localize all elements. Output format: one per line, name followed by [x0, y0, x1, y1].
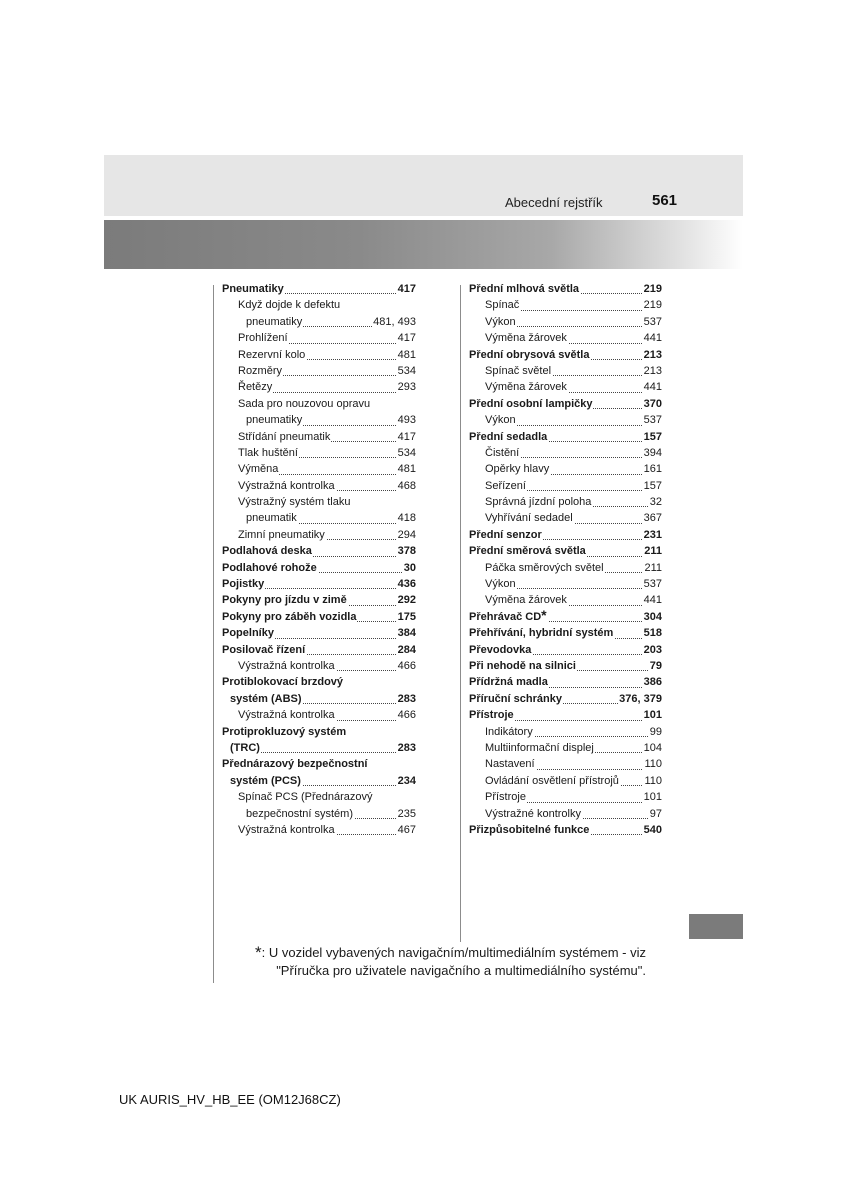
index-entry — [238, 822, 416, 838]
index-term: Výměna — [238, 461, 279, 477]
index-entry — [238, 658, 416, 674]
page-reference: 203 — [643, 642, 662, 658]
index-entry — [238, 379, 416, 395]
index-entry — [469, 625, 662, 641]
page-reference: 534 — [397, 445, 416, 461]
index-entry — [469, 674, 662, 690]
page-reference: 32 — [649, 494, 662, 510]
header-bar — [104, 155, 743, 216]
header-gradient-band — [104, 220, 743, 269]
index-term: Přehrávač CD* — [469, 609, 548, 625]
index-term: pneumatiky — [246, 314, 303, 330]
index-term: Výkon — [485, 314, 517, 330]
index-term: Přední směrová světla — [469, 543, 587, 559]
index-entry — [238, 707, 416, 723]
index-term: pneumatik — [246, 510, 298, 526]
index-entry — [238, 347, 416, 363]
index-term: Páčka směrových světel — [485, 560, 605, 576]
page-reference: 219 — [643, 281, 662, 297]
page-reference: 79 — [649, 658, 662, 674]
index-entry — [469, 527, 662, 543]
index-term: Pneumatiky — [222, 281, 285, 297]
index-entry — [485, 724, 662, 740]
index-entry — [485, 560, 662, 576]
page-reference: 30 — [403, 560, 416, 576]
footnote-line-1: : U vozidel vybavených navigačním/multimediálním systémem - viz — [261, 945, 646, 960]
index-entry — [222, 576, 416, 592]
index-entry — [485, 330, 662, 346]
page-reference: 493 — [397, 412, 416, 428]
index-term: Pojistky — [222, 576, 265, 592]
index-term: Přístroje — [485, 789, 527, 805]
index-entry — [230, 740, 416, 756]
index-term: Výměna žárovek — [485, 379, 568, 395]
page-reference: 384 — [397, 625, 416, 641]
index-entry — [230, 773, 416, 789]
index-term: Výkon — [485, 576, 517, 592]
index-entry — [222, 281, 416, 297]
index-term: Protiprokluzový systém — [222, 724, 347, 740]
page-reference: 101 — [643, 707, 662, 723]
footnote — [255, 944, 646, 980]
index-term: Řetězy — [238, 379, 273, 395]
chapter-tab — [689, 914, 743, 939]
index-entry — [485, 740, 662, 756]
page-reference: 537 — [643, 576, 662, 592]
page-reference: 394 — [643, 445, 662, 461]
index-entry — [246, 412, 416, 428]
index-term: Přední osobní lampičky — [469, 396, 593, 412]
index-entry — [485, 592, 662, 608]
index-entry — [238, 297, 416, 313]
page-reference: 110 — [643, 773, 662, 789]
index-term: Převodovka — [469, 642, 532, 658]
index-term: Přístroje — [469, 707, 515, 723]
page-reference: 540 — [643, 822, 662, 838]
index-entry — [238, 429, 416, 445]
index-entry — [485, 494, 662, 510]
footnote-marker: * — [541, 606, 547, 623]
index-term: Seřízení — [485, 478, 527, 494]
page-reference: 293 — [397, 379, 416, 395]
page-reference: 466 — [397, 707, 416, 723]
index-term: Ovládání osvětlení přístrojů — [485, 773, 620, 789]
section-title: Abecední rejstřík — [505, 195, 603, 210]
index-term: Protiblokovací brzdový — [222, 674, 344, 690]
index-term: Rozměry — [238, 363, 283, 379]
page-reference: 481, 493 — [372, 314, 416, 330]
document-code: UK AURIS_HV_HB_EE (OM12J68CZ) — [119, 1092, 341, 1107]
index-entry — [222, 625, 416, 641]
middle-column-rule — [460, 285, 461, 942]
index-entry — [222, 592, 416, 608]
index-term: Střídání pneumatik — [238, 429, 331, 445]
page-reference: 370 — [643, 396, 662, 412]
page-reference: 436 — [397, 576, 416, 592]
index-term: Přední sedadla — [469, 429, 548, 445]
index-entry — [222, 560, 416, 576]
index-entry — [485, 789, 662, 805]
index-entry — [222, 642, 416, 658]
page-reference: 234 — [397, 773, 416, 789]
page-reference: 441 — [643, 330, 662, 346]
index-entry — [469, 658, 662, 674]
index-term: Rezervní kolo — [238, 347, 306, 363]
index-entry — [469, 281, 662, 297]
page-reference: 466 — [397, 658, 416, 674]
page-reference: 468 — [397, 478, 416, 494]
page-reference: 534 — [397, 363, 416, 379]
index-entry — [485, 314, 662, 330]
index-entry — [485, 478, 662, 494]
index-entry — [238, 527, 416, 543]
page-reference: 376, 379 — [618, 691, 662, 707]
index-term: Multiinformační displej — [485, 740, 595, 756]
index-entry — [222, 756, 416, 772]
index-term: Zimní pneumatiky — [238, 527, 326, 543]
index-term: Výstražná kontrolka — [238, 658, 336, 674]
page-reference: 441 — [643, 592, 662, 608]
index-term: Posilovač řízení — [222, 642, 306, 658]
index-term: Indikátory — [485, 724, 534, 740]
index-entry — [222, 543, 416, 559]
index-term: Podlahové rohože — [222, 560, 318, 576]
index-term: bezpečnostní systém) — [246, 806, 354, 822]
page-reference: 537 — [643, 314, 662, 330]
index-term: Vyhřívání sedadel — [485, 510, 574, 526]
footnote-asterisk: * — [255, 943, 262, 962]
page-reference: 235 — [397, 806, 416, 822]
index-term: Přídržná madla — [469, 674, 549, 690]
index-term: (TRC) — [230, 740, 261, 756]
index-term: Spínač PCS (Přednárazový — [238, 789, 374, 805]
index-entry — [485, 756, 662, 772]
page-reference: 441 — [643, 379, 662, 395]
index-entry — [238, 330, 416, 346]
page-reference: 211 — [643, 560, 662, 576]
index-term: Přednárazový bezpečnostní — [222, 756, 369, 772]
index-entry — [238, 396, 416, 412]
index-term: Přední mlhová světla — [469, 281, 580, 297]
left-column-rule — [213, 285, 214, 983]
page-reference: 161 — [643, 461, 662, 477]
index-term: Výměna žárovek — [485, 592, 568, 608]
index-entry — [469, 543, 662, 559]
page-reference: 213 — [643, 363, 662, 379]
index-term: Pokyny pro záběh vozidla — [222, 609, 357, 625]
index-term: Popelníky — [222, 625, 275, 641]
index-entry — [469, 691, 662, 707]
index-column-left — [222, 281, 416, 838]
index-term: Při nehodě na silnici — [469, 658, 577, 674]
index-term: Sada pro nouzovou opravu — [238, 396, 371, 412]
index-term: Přední obrysová světla — [469, 347, 590, 363]
index-entry — [485, 363, 662, 379]
index-term: Přizpůsobitelné funkce — [469, 822, 590, 838]
index-term: Přední senzor — [469, 527, 543, 543]
page-reference: 110 — [643, 756, 662, 772]
index-entry — [246, 806, 416, 822]
index-term: Správná jízdní poloha — [485, 494, 592, 510]
index-entry — [238, 363, 416, 379]
index-term: Prohlížení — [238, 330, 289, 346]
page-reference: 467 — [397, 822, 416, 838]
index-term: Nastavení — [485, 756, 536, 772]
page-reference: 99 — [649, 724, 662, 740]
page-reference: 304 — [643, 609, 662, 625]
index-entry — [238, 461, 416, 477]
index-entry — [222, 674, 416, 690]
index-entry — [238, 789, 416, 805]
index-term: Příruční schránky — [469, 691, 563, 707]
index-entry — [485, 379, 662, 395]
index-term: systém (PCS) — [230, 773, 302, 789]
page-reference: 481 — [397, 347, 416, 363]
page-reference: 231 — [643, 527, 662, 543]
index-term: Když dojde k defektu — [238, 297, 341, 313]
page-reference: 284 — [397, 642, 416, 658]
index-term: Výstražná kontrolka — [238, 707, 336, 723]
page-reference: 367 — [643, 510, 662, 526]
index-entry — [485, 297, 662, 313]
page-reference: 481 — [397, 461, 416, 477]
page-reference: 211 — [643, 543, 662, 559]
page-reference: 283 — [397, 691, 416, 707]
index-entry — [246, 314, 416, 330]
index-term: Výstražné kontrolky — [485, 806, 582, 822]
index-entry — [485, 461, 662, 477]
index-entry — [485, 445, 662, 461]
index-entry — [222, 724, 416, 740]
index-term: Pokyny pro jízdu v zimě — [222, 592, 348, 608]
index-entry — [246, 510, 416, 526]
page-reference: 518 — [643, 625, 662, 641]
index-entry — [469, 429, 662, 445]
index-entry — [485, 806, 662, 822]
index-entry — [485, 412, 662, 428]
index-term: Podlahová deska — [222, 543, 313, 559]
index-term: Opěrky hlavy — [485, 461, 550, 477]
index-entry — [469, 822, 662, 838]
index-term: Výstražný systém tlaku — [238, 494, 351, 510]
page-reference: 283 — [397, 740, 416, 756]
page-reference: 418 — [397, 510, 416, 526]
index-entry — [469, 606, 662, 625]
index-term: Spínač — [485, 297, 520, 313]
index-term: Přehřívání, hybridní systém — [469, 625, 614, 641]
page-reference: 219 — [643, 297, 662, 313]
index-column-right — [469, 281, 662, 838]
page-reference: 292 — [397, 592, 416, 608]
index-entry — [469, 347, 662, 363]
page-reference: 417 — [397, 330, 416, 346]
index-entry — [485, 773, 662, 789]
index-term: pneumatiky — [246, 412, 303, 428]
index-term: Tlak huštění — [238, 445, 299, 461]
page-reference: 294 — [397, 527, 416, 543]
index-term: Výměna žárovek — [485, 330, 568, 346]
page-reference: 213 — [643, 347, 662, 363]
index-entry — [469, 396, 662, 412]
index-term: Čistění — [485, 445, 520, 461]
index-entry — [222, 609, 416, 625]
footnote-line-2: "Příručka pro uživatele navigačního a multimediálního systému". — [276, 963, 646, 978]
index-term: Výstražná kontrolka — [238, 478, 336, 494]
page-number: 561 — [652, 192, 678, 209]
index-term: Výstražná kontrolka — [238, 822, 336, 838]
index-term: Výkon — [485, 412, 517, 428]
page-reference: 537 — [643, 412, 662, 428]
page-reference: 157 — [643, 478, 662, 494]
index-entry — [485, 510, 662, 526]
page-reference: 386 — [643, 674, 662, 690]
page-reference: 157 — [643, 429, 662, 445]
page-reference: 417 — [397, 429, 416, 445]
index-term: systém (ABS) — [230, 691, 303, 707]
index-entry — [238, 494, 416, 510]
page-reference: 101 — [643, 789, 662, 805]
index-entry — [238, 478, 416, 494]
page-reference: 97 — [649, 806, 662, 822]
page-reference: 104 — [643, 740, 662, 756]
page-reference: 378 — [397, 543, 416, 559]
index-entry — [238, 445, 416, 461]
index-entry — [230, 691, 416, 707]
index-entry — [485, 576, 662, 592]
page-reference: 417 — [397, 281, 416, 297]
page-reference: 175 — [397, 609, 416, 625]
index-entry — [469, 707, 662, 723]
index-entry — [469, 642, 662, 658]
index-term: Spínač světel — [485, 363, 552, 379]
